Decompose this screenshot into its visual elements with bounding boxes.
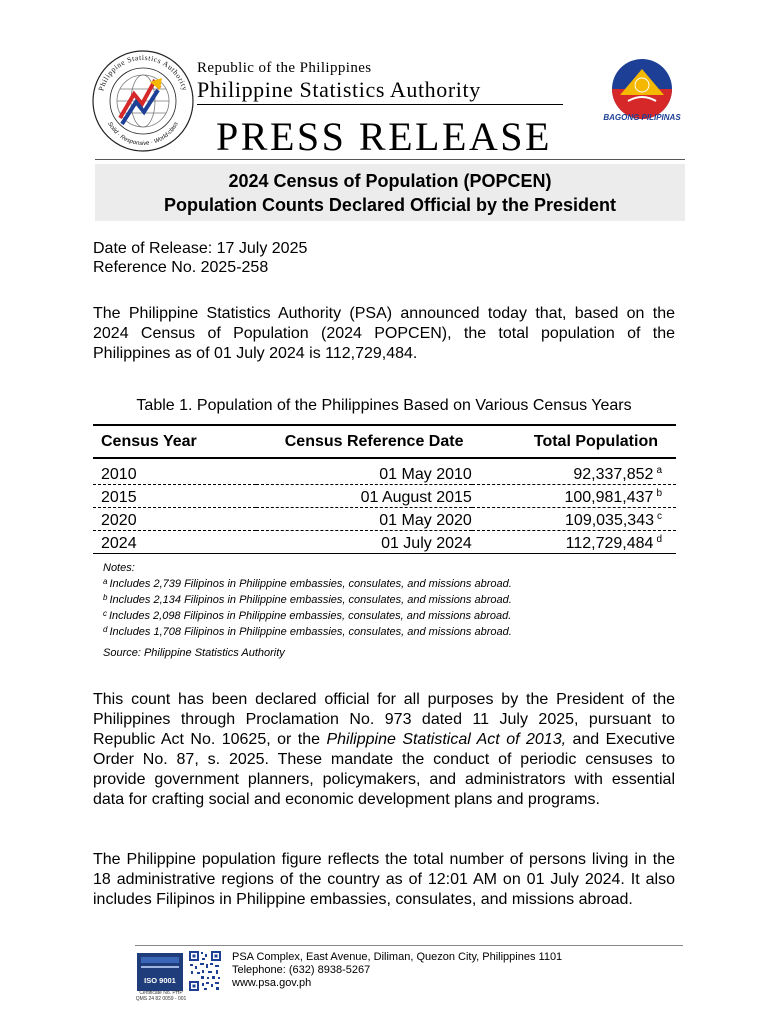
proclamation-paragraph [93, 690, 675, 810]
census-year-cell: 2020 [93, 508, 256, 531]
note-item [103, 575, 512, 591]
population-value: 92,337,852 [573, 466, 654, 483]
iso-label: ISO 9001 [144, 976, 176, 985]
iso-certificate-number: Certificate No. PHP QMS 24 82 0059 - 001 [135, 990, 187, 1002]
bagong-pilipinas-label: BAGONG PILIPINAS [603, 113, 681, 122]
reference-date-cell: 01 August 2015 [256, 485, 471, 508]
note-text: Includes 2,134 Filipinos in Philippine embassies, consulates, and missions abroad. [109, 594, 512, 606]
footnote-marker: c [657, 511, 662, 522]
intro-paragraph: The Philippine Statistics Authority (PSA) announced today that, based on the 2024 Census of Population (2024 POPCEN), the total population of the Philippines as of 01 July 2024 is 112,729,484. [93, 305, 675, 362]
population-cell [472, 458, 676, 485]
population-value: 100,981,437 [564, 489, 654, 506]
footnote-marker: a [656, 465, 662, 476]
table-header-row [93, 425, 676, 458]
note-text: Includes 1,708 Filipinos in Philippine embassies, consulates, and missions abroad. [109, 626, 512, 638]
note-item [103, 591, 512, 607]
press-release-heading: PRESS RELEASE [216, 114, 552, 159]
column-header-census-year: Census Year [93, 425, 256, 458]
population-cell [472, 531, 676, 554]
column-header-reference-date: Census Reference Date [256, 425, 471, 458]
psa-logo-ring-text: Philippine Statistics Authority [96, 52, 190, 93]
table-row [93, 485, 676, 508]
footer-divider [135, 945, 683, 946]
table-row [93, 508, 676, 531]
population-value: 109,035,343 [565, 512, 654, 529]
notes-heading: Notes: [103, 562, 135, 574]
title-box [95, 164, 685, 221]
note-item [103, 607, 512, 623]
footnote-marker: d [656, 534, 662, 545]
header-divider [197, 104, 563, 105]
census-table [93, 424, 676, 554]
census-year-cell: 2024 [93, 531, 256, 554]
footer-telephone: Telephone: (632) 8938-5267 [232, 964, 371, 976]
release-date: Date of Release: 17 July 2025 [93, 240, 308, 257]
table-row [93, 531, 676, 554]
note-marker: b [103, 593, 108, 602]
column-header-total-population: Total Population [472, 425, 676, 458]
proclamation-text-end: and Executive Order No. 87, s. 2025. These mandate the conduct of periodic censuses to provide government planners, policymakers, and administrators with essential data for crafting social and economic development plans and programs. [93, 731, 676, 808]
note-marker: d [103, 625, 108, 634]
note-text: Includes 2,098 Filipinos in Philippine embassies, consulates, and missions abroad. [109, 610, 512, 622]
proclamation-text-start: This count has been declared official for all purposes by the President of the Philippines through Proclamation No. 973 dated 11 July 2025, pursuant to Republic Act No. 10625, or the [93, 691, 675, 748]
note-marker: a [103, 577, 108, 586]
iso-certification-icon [137, 953, 183, 991]
table-row [93, 458, 676, 485]
note-marker: c [103, 609, 107, 618]
psa-logo-motto: Solid · Responsive · World-class [106, 121, 180, 148]
census-year-cell: 2015 [93, 485, 256, 508]
population-value: 112,729,484 [565, 535, 654, 552]
footer-address: PSA Complex, East Avenue, Diliman, Quezon City, Philippines 1101 [232, 951, 563, 963]
population-cell [472, 508, 676, 531]
table-source: Source: Philippine Statistics Authority [103, 647, 285, 659]
reference-date-cell: 01 July 2024 [256, 531, 471, 554]
reference-date-cell: 01 May 2020 [256, 508, 471, 531]
title-line-1: 2024 Census of Population (POPCEN) [228, 171, 552, 191]
note-item [103, 623, 512, 639]
note-text: Includes 2,739 Filipinos in Philippine embassies, consulates, and missions abroad. [109, 578, 512, 590]
population-coverage-paragraph: The Philippine population figure reflects the total number of persons living in the 18 administrative regions of the country as of 12:01 AM on 01 July 2024. It also includes Filipinos in Philippine embassies, consulates, and missions abroad. [93, 851, 675, 908]
title-line-2: Population Counts Declared Official by the President [163, 195, 617, 215]
republic-label: Republic of the Philippines [197, 60, 372, 76]
press-release-divider [95, 159, 685, 160]
footer-website-link[interactable]: www.psa.gov.ph [232, 977, 312, 989]
population-cell [472, 485, 676, 508]
table-notes [103, 561, 512, 660]
census-year-cell: 2010 [93, 458, 256, 485]
footnote-marker: b [656, 488, 662, 499]
reference-date-cell: 01 May 2010 [256, 458, 471, 485]
reference-number: Reference No. 2025-258 [93, 259, 269, 276]
qr-code-icon [188, 950, 222, 992]
statistical-act-title: Philippine Statistical Act of 2013, [326, 731, 567, 748]
table-caption: Table 1. Population of the Philippines Based on Various Census Years [136, 397, 632, 414]
footer-contact [232, 951, 562, 990]
agency-name: Philippine Statistics Authority [197, 77, 481, 102]
